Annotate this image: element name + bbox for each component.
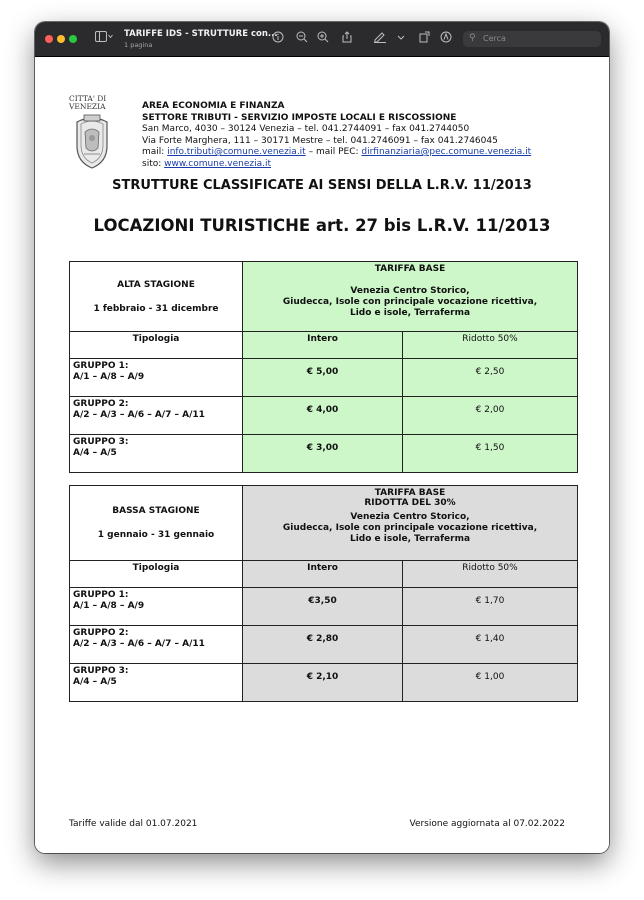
group-name: GRUPPO 2: [73,399,129,409]
high-season-tariff-header [243,262,578,332]
group-categories: A/4 – A/5 [73,677,117,687]
pec-mail-link[interactable]: dirfinanziaria@pec.comune.venezia.it [361,147,532,157]
price-intero: € 4,00 [243,397,403,435]
price-intero: € 2,10 [243,664,403,702]
group-name: GRUPPO 1: [73,590,129,600]
area-line: Venezia Centro Storico, [350,286,470,296]
tariff-title: TARIFFA BASE [374,488,446,498]
markup-pen-icon[interactable] [373,31,387,47]
low-season-cell [70,486,243,561]
document-title-2: LOCAZIONI TURISTICHE art. 27 bis L.R.V. 11/2013 [93,216,551,235]
zoom-window-button[interactable] [69,35,77,43]
price-intero: € 5,00 [243,359,403,397]
group-categories: A/4 – A/5 [73,448,117,458]
address-line-venezia: San Marco, 4030 – 30124 Venezia – tel. 041.2744091 – fax 041.2744050 [142,124,470,134]
preview-window [35,22,609,853]
low-season-table [69,485,578,702]
col-ridotto: Ridotto 50% [403,332,578,359]
high-season-dates: 1 febbraio - 31 dicembre [93,303,219,314]
col-ridotto: Ridotto 50% [403,561,578,588]
tariff-title: TARIFFA BASE [374,264,446,274]
zoom-in-icon[interactable] [317,31,329,47]
price-ridotto: € 1,50 [403,435,578,473]
col-intero: Intero [243,332,403,359]
high-season-label: ALTA STAGIONE [117,279,195,290]
price-ridotto: € 1,70 [403,588,578,626]
search-icon: ⚲ [469,33,476,43]
low-season-label: BASSA STAGIONE [112,506,200,516]
footer-version: Versione aggiornata al 07.02.2022 [409,819,565,829]
mail-line: mail: info.tributi@comune.venezia.it – mail PEC: dirfinanziaria@pec.comune.venezia.it [142,147,532,157]
group-name: GRUPPO 2: [73,628,129,638]
col-tipologia: Tipologia [70,332,243,359]
low-season-dates: 1 gennaio - 31 gennaio [97,530,215,540]
price-ridotto: € 1,40 [403,626,578,664]
price-intero: €3,50 [243,588,403,626]
table-row [70,664,578,702]
tariff-title-reduction: RIDOTTA DEL 30% [364,498,456,508]
city-logo-text: CITTA' DI VENEZIA [69,94,107,111]
group-name: GRUPPO 3: [73,666,129,676]
sidebar-toggle-icon[interactable] [95,31,113,47]
area-line: Lido e isole, Terraferma [349,308,471,318]
area-line: Giudecca, Isole con principale vocazione ricettiva, [282,297,538,307]
price-ridotto: € 2,00 [403,397,578,435]
group-name: GRUPPO 3: [73,437,129,447]
price-ridotto: € 2,50 [403,359,578,397]
area-line: Venezia Centro Storico, [350,512,470,522]
rotate-icon[interactable] [419,31,431,47]
office-header [142,101,531,170]
table-row [70,588,578,626]
col-intero: Intero [243,561,403,588]
venezia-crest-icon [71,112,113,174]
price-ridotto: € 1,00 [403,664,578,702]
group-name: GRUPPO 1: [73,361,129,371]
document-title-1: STRUTTURE CLASSIFICATE AI SENSI DELLA L.R.V. 11/2013 [112,178,532,193]
share-icon[interactable] [341,31,353,47]
minimize-window-button[interactable] [57,35,65,43]
site-line: sito: www.comune.venezia.it [142,158,272,169]
price-intero: € 2,80 [243,626,403,664]
zoom-out-icon[interactable] [296,31,308,47]
chevron-down-icon[interactable] [397,31,405,47]
table-row [70,359,578,397]
group-categories: A/2 – A/3 – A/6 – A/7 – A/11 [73,410,205,420]
annotate-icon[interactable] [440,31,452,47]
sector-name: SETTORE TRIBUTI - SERVIZIO IMPOSTE LOCALI E RISCOSSIONE [142,112,457,123]
area-name: AREA ECONOMIA E FINANZA [142,101,285,111]
group-categories: A/2 – A/3 – A/6 – A/7 – A/11 [73,639,205,649]
area-line: Lido e isole, Terraferma [349,534,471,544]
high-season-table [69,261,578,473]
address-line-mestre: Via Forte Marghera, 111 – 30171 Mestre – tel. 041.2746091 – fax 041.2746045 [142,135,498,146]
high-season-cell [70,262,243,332]
document-page [35,56,609,853]
document-title: TARIFFE IDS - STRUTTURE con... [124,29,278,39]
search-field[interactable] [463,31,601,47]
mail-link[interactable]: info.tributi@comune.venezia.it [167,147,306,157]
price-intero: € 3,00 [243,435,403,473]
low-season-tariff-header [243,486,578,561]
info-icon[interactable] [272,31,284,47]
search-placeholder: Cerca [483,34,506,43]
page-count: 1 pagina [124,41,153,49]
footer-validity: Tariffe valide dal 01.07.2021 [69,819,198,829]
title-bar [35,22,609,56]
site-link[interactable]: www.comune.venezia.it [164,158,272,169]
col-tipologia: Tipologia [70,561,243,588]
table-row [70,626,578,664]
group-categories: A/1 – A/8 – A/9 [73,372,145,382]
table-row [70,397,578,435]
close-window-button[interactable] [45,35,53,43]
group-categories: A/1 – A/8 – A/9 [73,601,145,611]
area-line: Giudecca, Isole con principale vocazione ricettiva, [282,523,538,533]
table-row [70,435,578,473]
